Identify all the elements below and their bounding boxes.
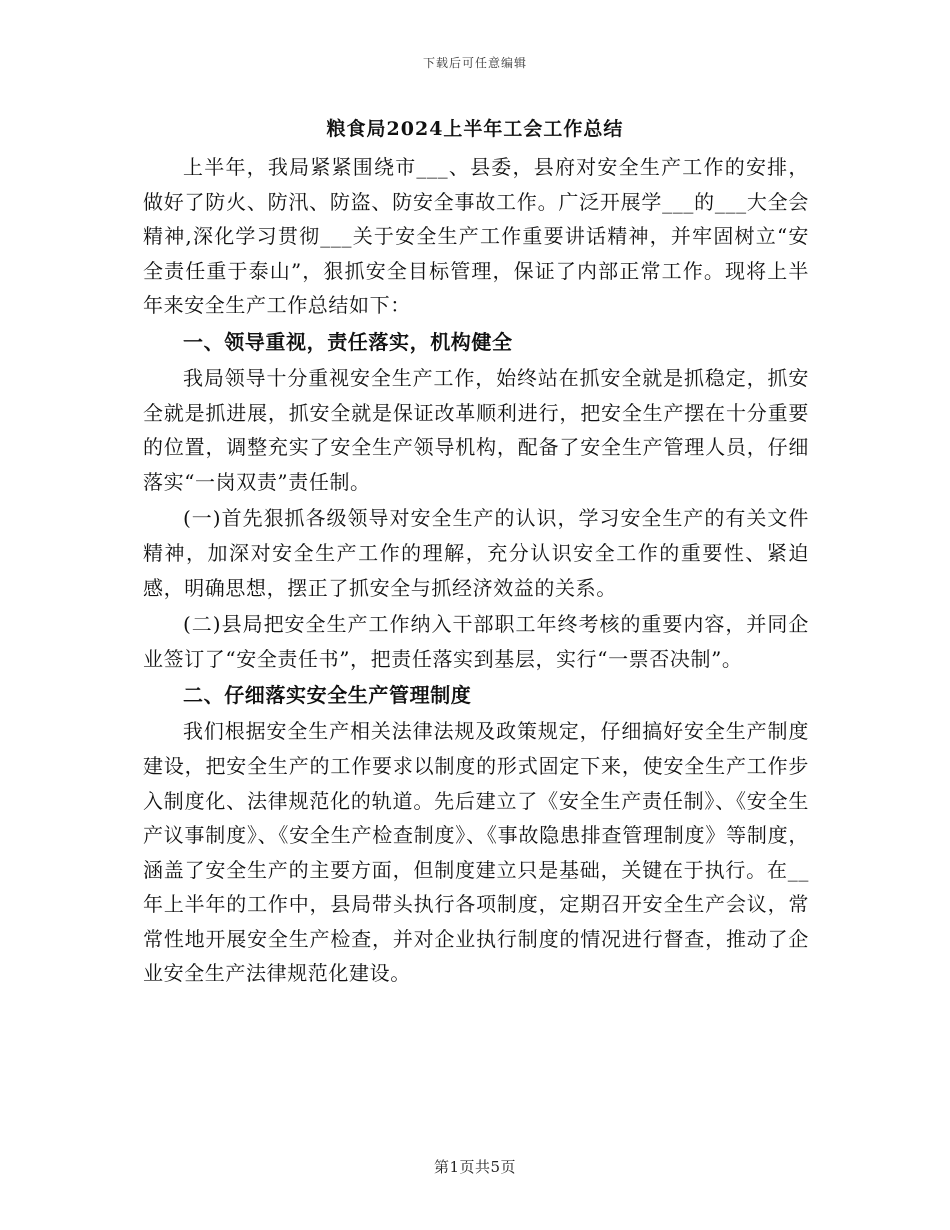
document-body — [143, 150, 809, 991]
section-heading-2: 二、仔细落实安全生产管理制度 — [183, 683, 472, 708]
body-paragraph: 我局领导十分重视安全生产工作，始终站在抓安全就是抓稳定，抓安全就是抓进展，抓安全就是保证改革顺利进行，把安全生产摆在十分重要的位置，调整充实了安全生产领导机构，配备了安全生产管理人员，仔细落实“一岗双责”责任制。 — [143, 365, 809, 494]
body-paragraph: 我们根据安全生产相关法律法规及政策规定，仔细搞好安全生产制度建设，把安全生产的工作要求以制度的形式固定下来，使安全生产工作步入制度化、法律规范化的轨道。先后建立了《安全生产责任制》、《安全生产议事制度》、《安全生产检查制度》、《事故隐患排查管理制度》等制度，涵盖了安全生产的主要方面，但制度建立只是基础，关键在于执行。在__年上半年的工作中，县局带头执行各项制度，定期召开安全生产会议，常常性地开展安全生产检查，并对企业执行制度的情况进行督查，推动了企业安全生产法律规范化建设。 — [143, 719, 809, 986]
document-title: 粮食局2024上半年工会工作总结 — [326, 118, 624, 140]
page-number: 第1页共5页 — [433, 1158, 517, 1176]
intro-paragraph: 上半年，我局紧紧围绕市___、县委，县府对安全生产工作的安排，做好了防火、防汛、防盗、防安全事故工作。广泛开展学___的___大全会精神,深化学习贯彻___关于安全生产工作重要讲话精神，并牢固树立“安全责任重于泰山”，狠抓安全目标管理，保证了内部正常工作。现将上半年来安全生产工作总结如下： — [143, 155, 809, 318]
body-paragraph: (一)首先狠抓各级领导对安全生产的认识，学习安全生产的有关文件精神，加深对安全生产工作的理解，充分认识安全工作的重要性、紧迫感，明确思想，摆正了抓安全与抓经济效益的关系。 — [143, 506, 809, 600]
section-heading-1: 一、领导重视，责任落实，机构健全 — [183, 329, 513, 354]
body-paragraph: (二)县局把安全生产工作纳入干部职工年终考核的重要内容，并同企业签订了“安全责任书”，把责任落实到基层，实行“一票否决制”。 — [143, 612, 809, 671]
page-header-note: 下载后可任意编辑 — [422, 56, 527, 70]
